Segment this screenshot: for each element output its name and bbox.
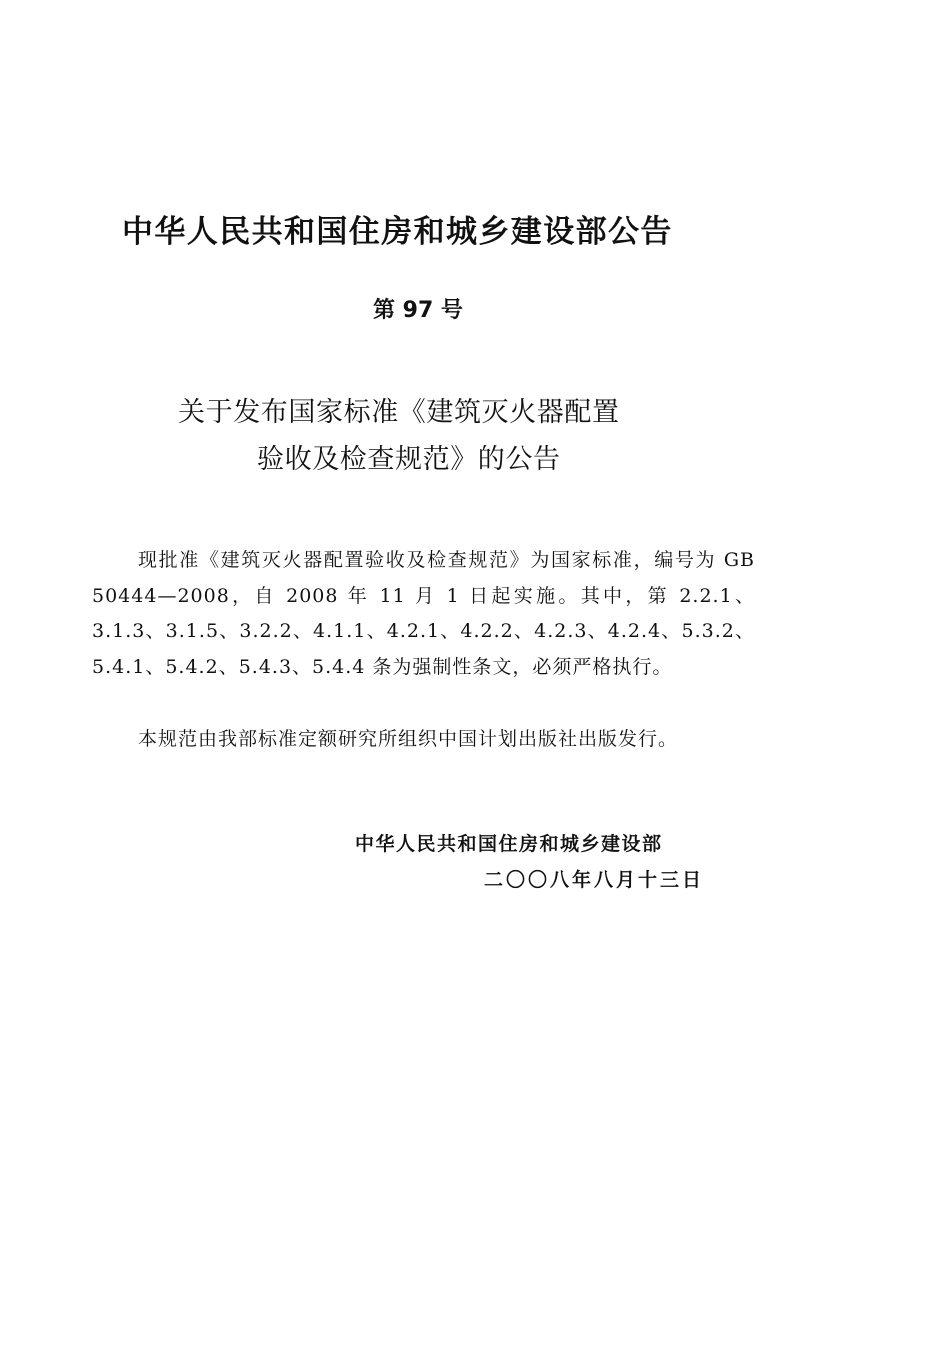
announcement-number: 第 97 号 <box>373 298 463 323</box>
signature-organization: 中华人民共和国住房和城乡建设部 <box>355 833 663 855</box>
subject-line-1: 关于发布国家标准《建筑灭火器配置 <box>178 397 620 428</box>
announcement-title: 中华人民共和国住房和城乡建设部公告 <box>122 214 673 250</box>
subject-line-2: 验收及检查规范》的公告 <box>257 444 561 475</box>
body-paragraph-1: 现批准《建筑灭火器配置验收及检查规范》为国家标准，编号为 GB 50444—2008，自 2008 年 11 月 1 日起实施。其中，第 2.2.1、3.1.3、3.1.5、3.2.2、4.1.1、4.2.1、4.2.2、4.2.3、4.2.4、5.3.2、5.4.1、5.4.2、5.4.3、5.4.4 条为强制性条文，必须严格执行。 <box>92 549 755 678</box>
signature-date: 二〇〇八年八月十三日 <box>484 869 705 891</box>
body-paragraph-2: 本规范由我部标准定额研究所组织中国计划出版社出版发行。 <box>138 728 679 750</box>
